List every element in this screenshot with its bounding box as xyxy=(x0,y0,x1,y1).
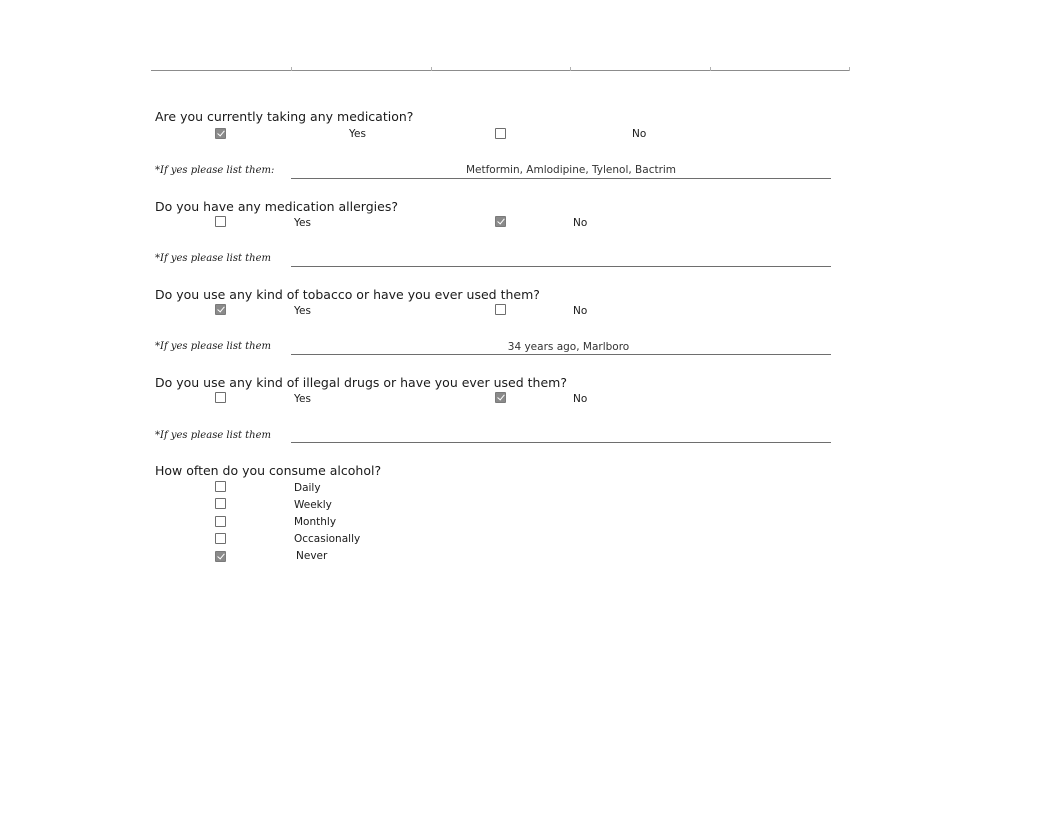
divider-tick xyxy=(710,67,711,71)
alcohol-weekly-label: Weekly xyxy=(294,499,332,511)
drugs-no-checkbox[interactable] xyxy=(495,392,506,403)
drugs-yes-label: Yes xyxy=(294,393,311,405)
allergies-yes-checkbox[interactable] xyxy=(215,216,226,227)
divider-tick xyxy=(570,67,571,71)
alcohol-occasionally-label: Occasionally xyxy=(294,533,361,545)
medication-no-checkbox[interactable] xyxy=(495,128,506,139)
tobacco-list-answer[interactable]: 34 years ago, Marlboro xyxy=(507,341,630,353)
tobacco-list-line xyxy=(291,354,831,355)
allergies-yes-label: Yes xyxy=(294,217,311,229)
divider-tick xyxy=(431,67,432,71)
drugs-yes-checkbox[interactable] xyxy=(215,392,226,403)
question-alcohol: How often do you consume alcohol? xyxy=(155,463,382,478)
question-allergies: Do you have any medication allergies? xyxy=(155,199,398,214)
tobacco-yes-checkbox[interactable] xyxy=(215,304,226,315)
alcohol-daily-label: Daily xyxy=(294,482,321,494)
tobacco-no-label: No xyxy=(573,305,588,317)
drugs-no-label: No xyxy=(573,393,588,405)
alcohol-never-label: Never xyxy=(296,550,328,562)
alcohol-monthly-checkbox[interactable] xyxy=(215,516,226,527)
question-tobacco: Do you use any kind of tobacco or have you ever used them? xyxy=(155,287,540,302)
question-medication: Are you currently taking any medication? xyxy=(155,109,414,124)
divider-tick xyxy=(291,67,292,71)
tobacco-list-label: *If yes please list them xyxy=(155,341,272,352)
allergies-no-checkbox[interactable] xyxy=(495,216,506,227)
alcohol-weekly-checkbox[interactable] xyxy=(215,498,226,509)
divider-tick xyxy=(849,67,850,71)
alcohol-daily-checkbox[interactable] xyxy=(215,481,226,492)
top-divider xyxy=(151,70,850,71)
medication-list-answer[interactable]: Metformin, Amlodipine, Tylenol, Bactrim xyxy=(465,164,677,176)
drugs-list-label: *If yes please list them xyxy=(155,430,272,441)
alcohol-occasionally-checkbox[interactable] xyxy=(215,533,226,544)
drugs-list-line xyxy=(291,442,831,443)
medication-yes-checkbox[interactable] xyxy=(215,128,226,139)
allergies-list-label: *If yes please list them xyxy=(155,253,272,264)
medication-list-label: *If yes please list them: xyxy=(155,165,275,176)
alcohol-never-checkbox[interactable] xyxy=(215,551,226,562)
medication-no-label: No xyxy=(632,128,647,140)
medication-list-line xyxy=(291,178,831,179)
allergies-list-line xyxy=(291,266,831,267)
tobacco-yes-label: Yes xyxy=(294,305,311,317)
tobacco-no-checkbox[interactable] xyxy=(495,304,506,315)
medication-yes-label: Yes xyxy=(349,128,366,140)
question-drugs: Do you use any kind of illegal drugs or have you ever used them? xyxy=(155,375,567,390)
alcohol-monthly-label: Monthly xyxy=(294,516,337,528)
allergies-no-label: No xyxy=(573,217,588,229)
